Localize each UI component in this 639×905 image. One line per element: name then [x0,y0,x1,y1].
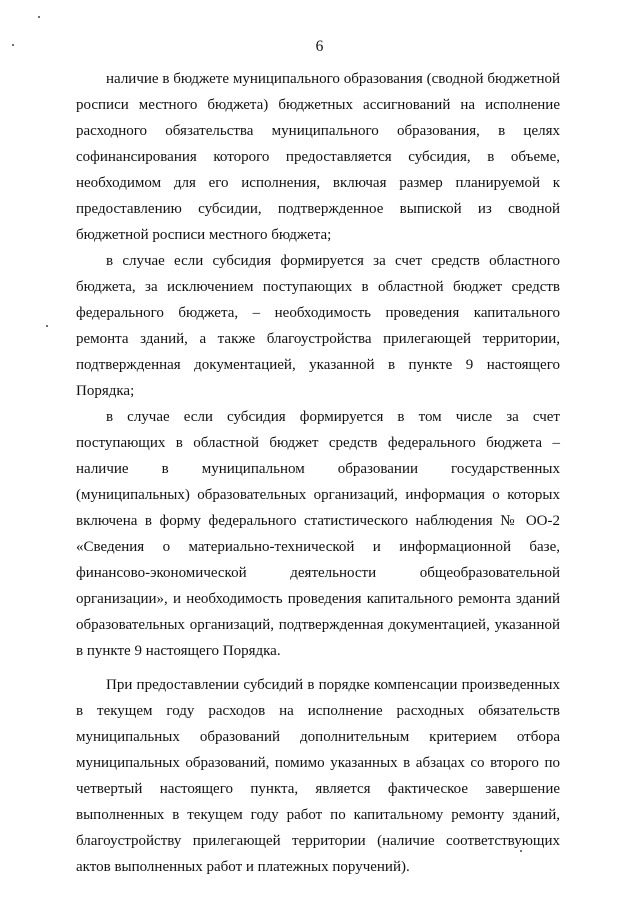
paragraph-compensation-criterion: При предоставлении субсидий в порядке компенсации произведенных в текущем году расходов на исполнение расходных обязательств муниципальных образований дополнительным критерием отбора муниципальных образований, помимо указанных в абзацах со второго по четвертый настоящего пункта, является фактическое завершение выполненных в текущем году работ по капитальному ремонту зданий, благоустройству прилегающей территории (наличие соответствующих актов выполненных работ и платежных поручений). [76,677,560,875]
scan-speck [46,325,48,327]
document-body [76,66,560,880]
page-number: 6 [315,38,324,55]
scan-speck [38,16,40,18]
paragraph-regional-budget-case: в случае если субсидия формируется за счет средств областного бюджета, за исключением поступающих в областной бюджет средств федерального бюджета, – необходимость проведения капитального ремонта зданий, а также благоустройства прилегающей территории, подтвержденная документацией, указанной в пункте 9 настоящего Порядка; [76,253,560,399]
paragraph-budget-allocation: наличие в бюджете муниципального образования (сводной бюджетной росписи местного бюджета) бюджетных ассигнований на исполнение расходного обязательства муниципального образования, в целях софинансирования которого предоставляется субсидия, в объеме, необходимом для его исполнения, включая размер планируемой к предоставлению субсидии, подтвержденное выпиской из сводной бюджетной росписи местного бюджета; [76,71,560,243]
paragraph-federal-budget-case: в случае если субсидия формируется в том числе за счет поступающих в областной бюджет средств федерального бюджета – наличие в муниципальном образовании государственных (муниципальных) образовательных организаций, информация о которых включена в форму федерального статистического наблюдения № ОО-2 «Сведения о материально-технической и информационной базе, финансово-экономической деятельности общеобразовательной организации», и необходимость проведения капитального ремонта зданий образовательных организаций, подтвержденная документацией, указанной в пункте 9 настоящего Порядка. [76,409,560,659]
